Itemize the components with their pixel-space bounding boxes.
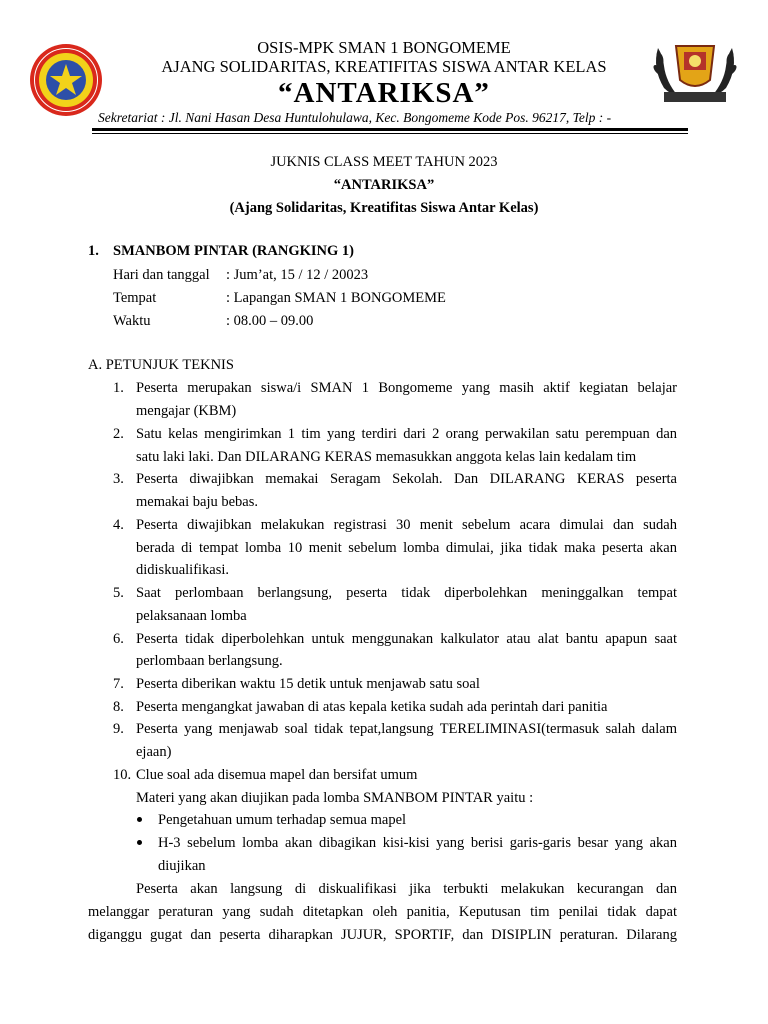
list-item-text: perlombaan berlangsung.	[136, 653, 283, 669]
list-item-number: 2.	[113, 426, 124, 442]
list-item-text: Peserta mengangkat jawaban di atas kepala ketika sudah ada perintah dari panitia	[136, 699, 608, 715]
bullet-icon	[137, 840, 142, 845]
list-item-text: Satu kelas mengirimkan 1 tim yang terdiri dari 2 orang perwakilan satu perempuan dan	[136, 426, 677, 442]
info-label-date: Hari dan tanggal	[113, 267, 210, 283]
section-number: 1.	[88, 243, 99, 259]
list-item-text: pelaksanaan lomba	[136, 608, 247, 624]
list-item-text: Saat perlombaan berlangsung, peserta tidak diperbolehkan meninggalkan tempat	[136, 585, 677, 601]
info-value-time: : 08.00 – 09.00	[226, 313, 314, 329]
info-label-place: Tempat	[113, 290, 157, 306]
section-heading: SMANBOM PINTAR (RANGKING 1)	[113, 243, 354, 259]
list-item-number: 4.	[113, 517, 124, 533]
bullet-icon	[137, 817, 142, 822]
materi-intro: Materi yang akan diujikan pada lomba SMANBOM PINTAR yaitu :	[136, 790, 534, 806]
header-event-name: “ANTARIKSA”	[278, 77, 490, 109]
list-item-text: Peserta diberikan waktu 15 detik untuk menjawab satu soal	[136, 676, 480, 692]
list-item-text: didiskualifikasi.	[136, 562, 230, 578]
list-item-text: Peserta yang menjawab soal tidak tepat,langsung TERELIMINASI(termasuk salah dalam	[136, 721, 677, 737]
list-item-text: Peserta tidak diperbolehkan untuk menggunakan kalkulator atau alat bantu apapun saat	[136, 631, 677, 647]
doc-subtitle: (Ajang Solidaritas, Kreatifitas Siswa Antar Kelas)	[229, 200, 539, 216]
closing-paragraph-line: Peserta akan langsung di diskualifikasi jika terbukti melakukan kecurangan dan	[136, 881, 677, 897]
list-item-text: Peserta diwajibkan memakai Seragam Sekolah. Dan DILARANG KERAS peserta	[136, 471, 677, 487]
info-value-date: : Jum’at, 15 / 12 / 20023	[226, 267, 369, 283]
doc-event-name: “ANTARIKSA”	[333, 177, 435, 193]
list-item-number: 5.	[113, 585, 124, 601]
list-item-text: memakai baju bebas.	[136, 494, 258, 510]
closing-paragraph-line: melanggar peraturan yang sudah ditetapkan oleh panitia, Keputusan tim penilai tidak dapat	[88, 904, 677, 920]
list-item-text: berada di tempat lomba 10 menit sebelum lomba dimulai, jika tidak maka peserta akan	[136, 540, 677, 556]
list-item-text: Peserta merupakan siswa/i SMAN 1 Bongomeme yang masih aktif kegiatan belajar	[136, 380, 677, 396]
bullet-item-text: Pengetahuan umum terhadap semua mapel	[158, 812, 407, 828]
header-organization: OSIS-MPK SMAN 1 BONGOMEME	[257, 38, 511, 57]
list-item-number: 1.	[113, 380, 124, 396]
list-item-text: Clue soal ada disemua mapel dan bersifat umum	[136, 767, 418, 783]
list-item-text: ejaan)	[136, 744, 172, 760]
list-item-text: satu laki laki. Dan DILARANG KERAS memasukkan anggota kelas lain kedalam tim	[136, 449, 637, 465]
info-value-place: : Lapangan SMAN 1 BONGOMEME	[226, 290, 446, 306]
list-item-text: mengajar (KBM)	[136, 403, 237, 419]
header-rule-thick	[92, 128, 688, 131]
list-item-number: 10.	[113, 767, 132, 783]
list-item-number: 8.	[113, 699, 124, 715]
list-item-number: 3.	[113, 471, 124, 487]
info-label-time: Waktu	[113, 313, 151, 329]
list-item-text: Peserta diwajibkan melakukan registrasi 30 menit sebelum acara dimulai dan sudah	[136, 517, 677, 533]
doc-title: JUKNIS CLASS MEET TAHUN 2023	[270, 154, 498, 170]
closing-paragraph-line: diganggu gugat dan peserta diharapkan JUJUR, SPORTIF, dan DISIPLIN peraturan. Dilarang	[88, 927, 677, 943]
section-a-heading: A. PETUNJUK TEKNIS	[88, 357, 234, 373]
header-rule-thin	[92, 133, 688, 134]
list-item-number: 9.	[113, 721, 124, 737]
bullet-item-text: H-3 sebelum lomba akan dibagikan kisi-kisi yang berisi garis-garis besar yang akan	[158, 835, 677, 851]
header-address: Sekretariat : Jl. Nani Hasan Desa Huntulohulawa, Kec. Bongomeme Kode Pos. 96217, Telp : -	[98, 110, 612, 125]
header-event-subtitle: AJANG SOLIDARITAS, KREATIFITAS SISWA ANTAR KELAS	[161, 57, 607, 76]
list-item-number: 6.	[113, 631, 124, 647]
bullet-item-text: diujikan	[158, 858, 206, 874]
list-item-number: 7.	[113, 676, 124, 692]
